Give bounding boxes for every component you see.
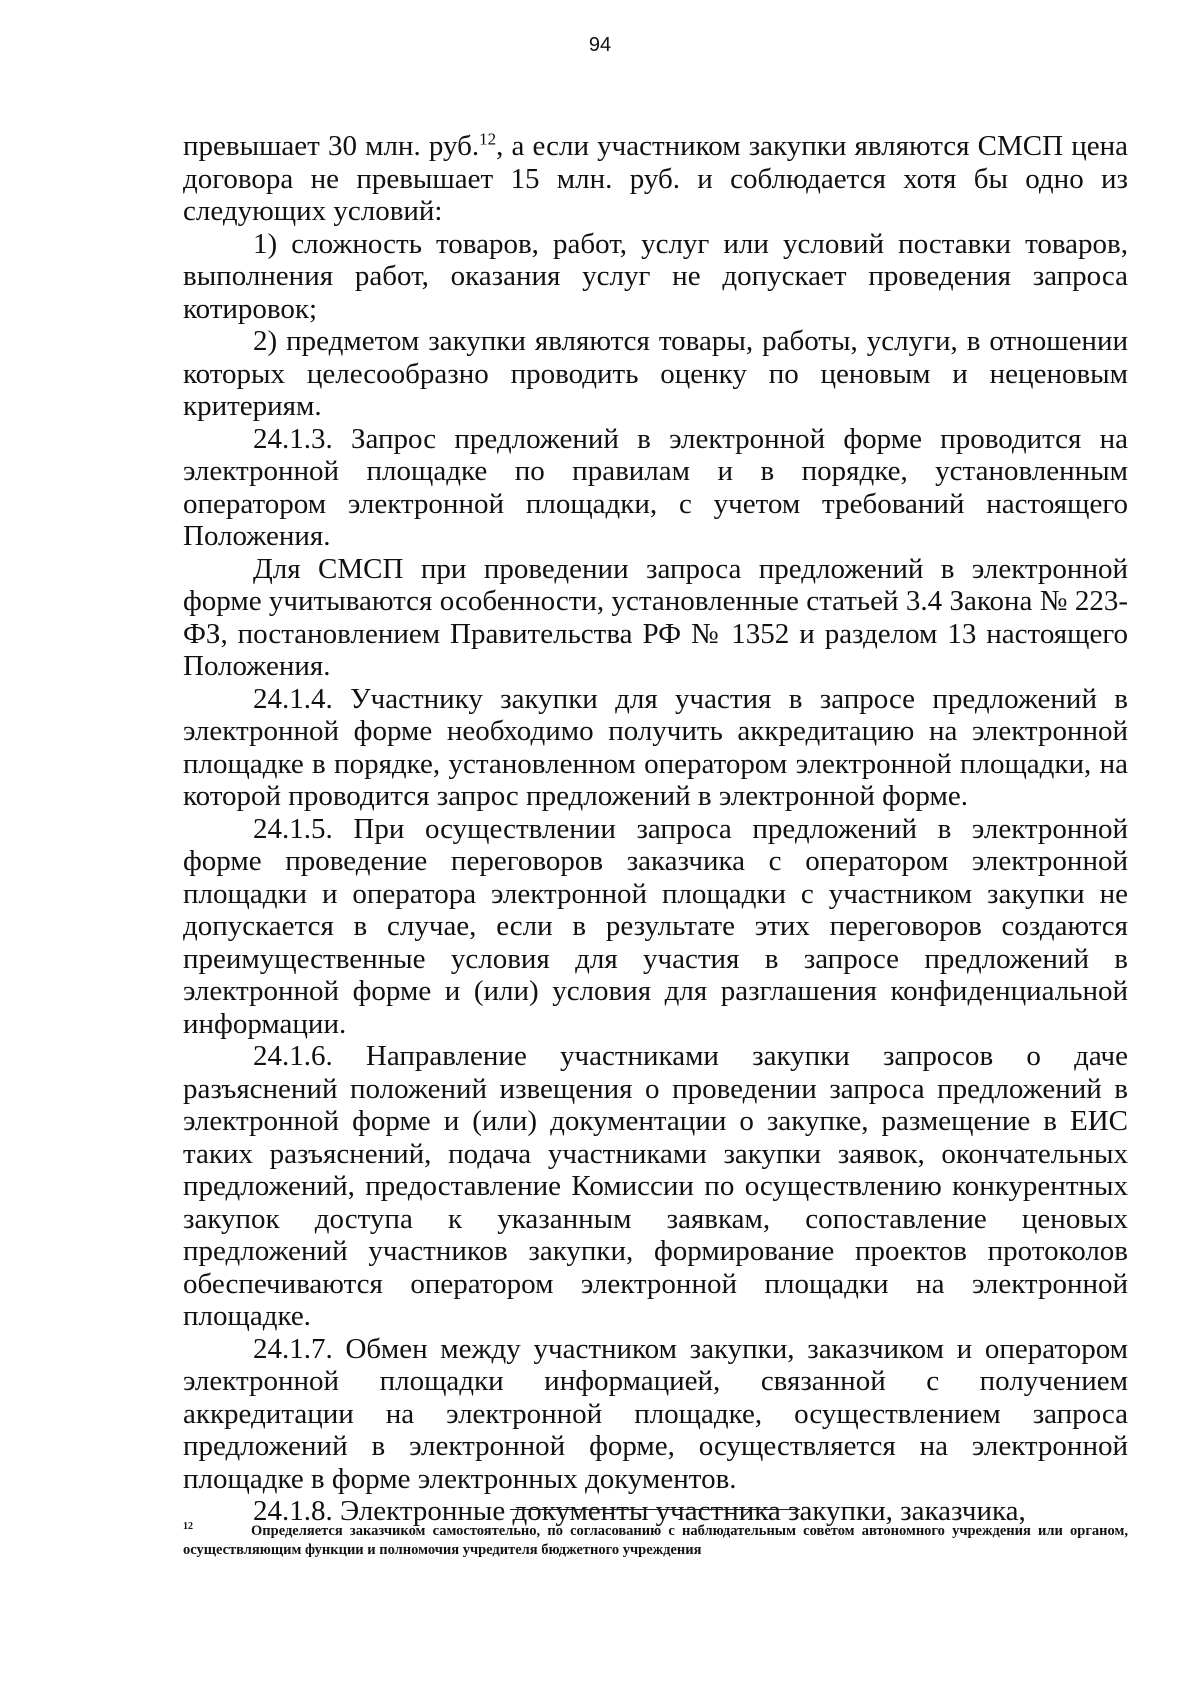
paragraph-24-1-4: 24.1.4. Участнику закупки для участия в запросе предложений в электронной форме необходимо получить аккредитацию на электронной площадке в порядке, установленном оператором электронной площадки, на которой проводится запрос предложений в электронной форме. bbox=[183, 682, 1128, 812]
paragraph-24-1-6: 24.1.6. Направление участниками закупки запросов о даче разъяснений положений извещения о проведении запроса предложений в электронной форме и (или) документации о закупке, размещение в ЕИС таких разъяснений, подача участниками закупки заявок, окончательных предложений, предоставление Комиссии по осуществлению конкурентных закупок доступа к указанным заявкам, сопоставление ценовых предложений участников закупки, формирование проектов протоколов обеспечиваются оператором электронной площадки на электронной площадке. bbox=[183, 1040, 1128, 1332]
footnote bbox=[183, 1522, 1128, 1560]
paragraph-condition-2: 2) предметом закупки являются товары, работы, услуги, в отношении которых целесообразно проводить оценку по ценовым и неценовым критериям. bbox=[183, 325, 1128, 422]
paragraph-condition-1: 1) сложность товаров, работ, услуг или условий поставки товаров, выполнения работ, оказания услуг не допускает проведения запроса котировок; bbox=[183, 227, 1128, 325]
page-number: 94 bbox=[588, 34, 612, 56]
paragraph-24-1-3: 24.1.3. Запрос предложений в электронной форме проводится на электронной площадке по правилам и в порядке, установленным оператором электронной площадки, с учетом требований настоящего Положения. bbox=[183, 422, 1128, 552]
footnote-marker: 12 bbox=[183, 1521, 193, 1533]
paragraph-text: , а если участником закупки являются СМСП цена договора не превышает 15 млн. руб. и соблюдается хотя бы одно из следующих условий: bbox=[183, 130, 1128, 227]
footnote-text: Определяется заказчиком самостоятельно, по согласованию с наблюдательным советом автономного учреждения или органом, осуществляющим функции и полномочия учредителя бюджетного учреждения bbox=[183, 1523, 1128, 1558]
body-text bbox=[183, 130, 1128, 1528]
paragraph-text: превышает 30 млн. руб. bbox=[183, 130, 480, 162]
paragraph-24-1-5: 24.1.5. При осуществлении запроса предложений в электронной форме проведение переговоров заказчика с оператором электронной площадки и оператора электронной площадки с участником закупки не допускается в случае, если в результате этих переговоров создаются преимущественные условия для участия в запросе предложений в электронной форме и (или) условия для разглашения конфиденциальной информации. bbox=[183, 812, 1128, 1040]
paragraph-smsp: Для СМСП при проведении запроса предложений в электронной форме учитываются особенности, установленные статьей 3.4 Закона № 223-ФЗ, постановлением Правительства РФ № 1352 и разделом 13 настоящего Положения. bbox=[183, 552, 1128, 682]
footnote-reference: 12 bbox=[479, 129, 497, 149]
paragraph-24-1-8: 24.1.8. Электронные документы участника закупки, заказчика, bbox=[253, 1495, 1026, 1527]
footnote-divider bbox=[510, 1509, 800, 1510]
paragraph-continuation bbox=[183, 130, 1128, 228]
paragraph-24-1-7: 24.1.7. Обмен между участником закупки, заказчиком и оператором электронной площадки информацией, связанной с получением аккредитации на электронной площадке, осуществлением запроса предложений в электронной форме, осуществляется на электронной площадке в форме электронных документов. bbox=[183, 1332, 1128, 1495]
